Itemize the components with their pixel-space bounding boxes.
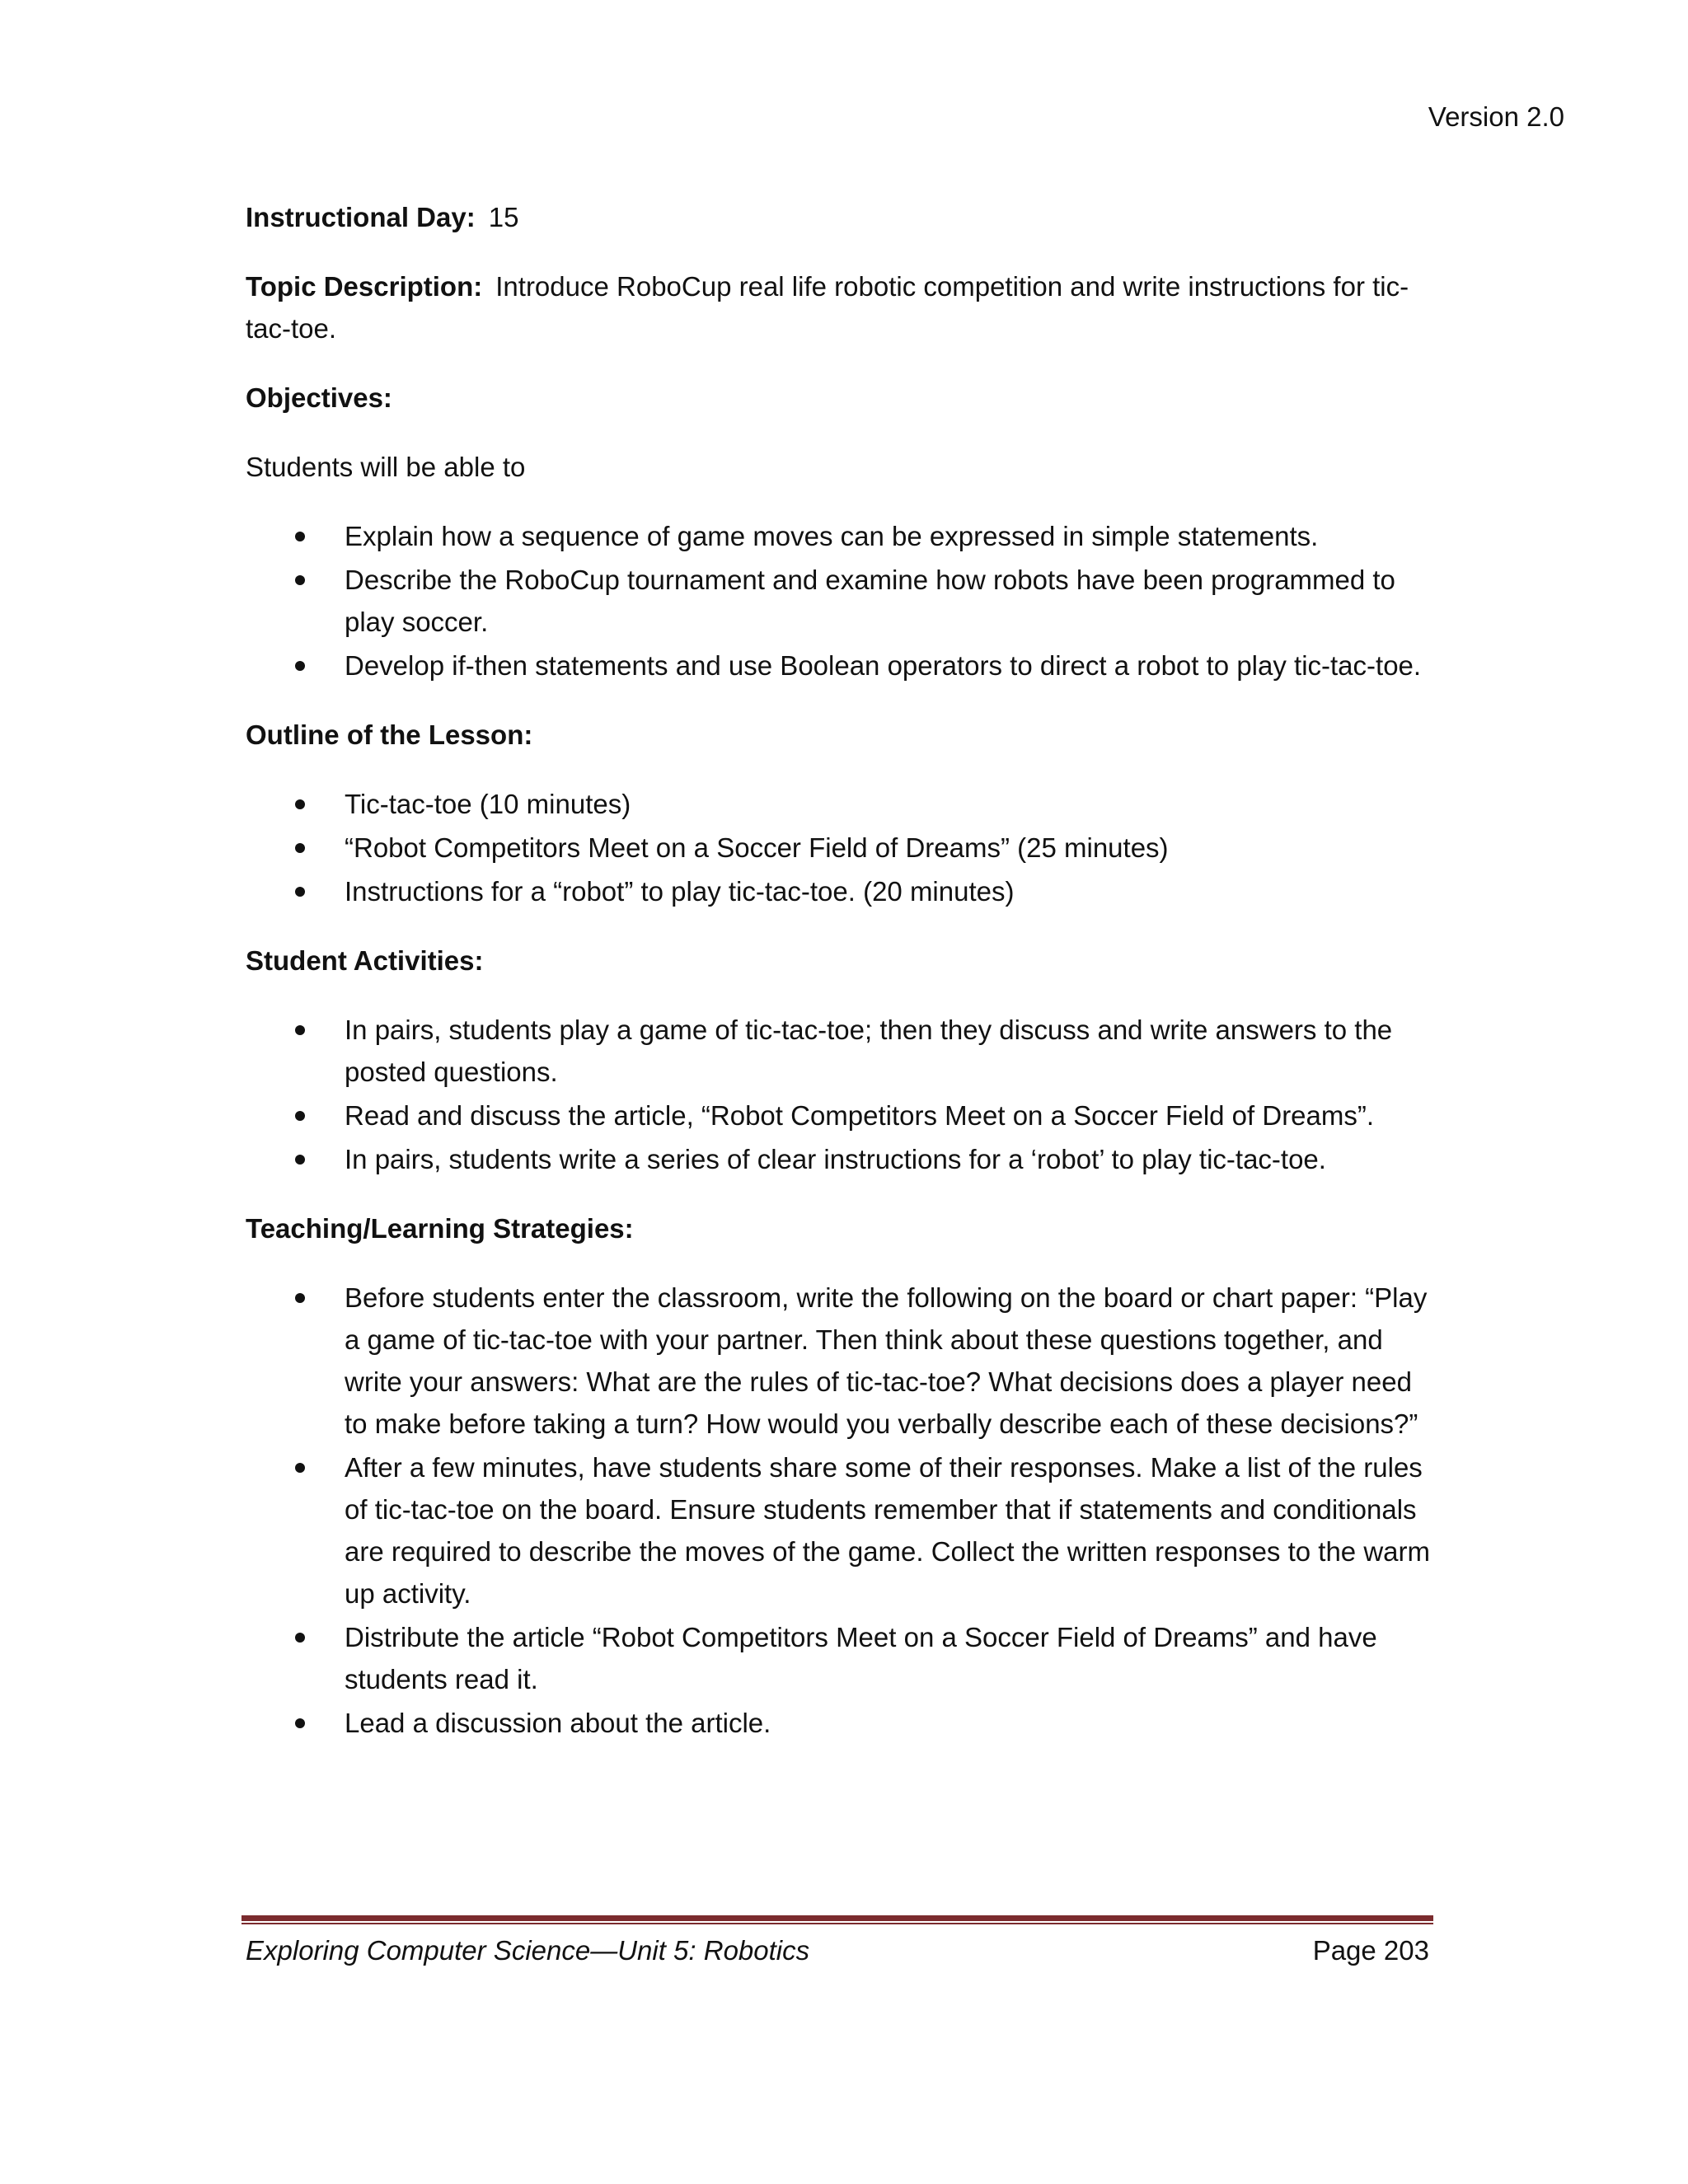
instructional-day-label: Instructional Day:: [246, 202, 476, 232]
outline-list: [246, 783, 1432, 912]
list-item-text: Tic-tac-toe (10 minutes): [345, 789, 631, 819]
list-item: [246, 1616, 1432, 1700]
list-item: [246, 783, 1432, 825]
footer-divider-thick-line: [241, 1915, 1433, 1921]
list-item-text: Before students enter the classroom, write the following on the board or chart paper: “Play a game of tic-tac-toe with your partner. Then think about these questions together, and write your answers: What are the rules of tic-tac-toe? What decisions does a player need to make before taking a turn? How would you verbally describe each of these decisions?”: [345, 1282, 1428, 1439]
page-footer: [246, 1933, 1429, 1968]
list-item-text: Read and discuss the article, “Robot Competitors Meet on a Soccer Field of Dreams”.: [345, 1100, 1375, 1131]
bullet-icon: [295, 843, 305, 853]
strategies-list: [246, 1277, 1432, 1744]
lesson-content: [246, 196, 1432, 1771]
bullet-icon: [295, 1025, 305, 1035]
objectives-intro: Students will be able to: [246, 452, 526, 482]
page-number: Page 203: [1312, 1935, 1429, 1966]
list-item: [246, 644, 1432, 687]
bullet-icon: [295, 575, 305, 585]
version-label: Version 2.0: [1428, 101, 1564, 132]
list-item: [246, 1009, 1432, 1093]
list-item-text: “Robot Competitors Meet on a Soccer Field of Dreams” (25 minutes): [345, 832, 1169, 863]
list-item: [246, 1277, 1432, 1445]
footer-title: Exploring Computer Science—Unit 5: Robotics: [246, 1935, 810, 1966]
list-item-text: Distribute the article “Robot Competitors Meet on a Soccer Field of Dreams” and have students read it.: [345, 1622, 1377, 1694]
list-item: [246, 1094, 1432, 1137]
list-item-text: Describe the RoboCup tournament and examine how robots have been programmed to play soccer.: [345, 565, 1395, 637]
student-activities-heading: Student Activities:: [246, 945, 484, 976]
list-item-text: Instructions for a “robot” to play tic-tac-toe. (20 minutes): [345, 876, 1015, 907]
bullet-icon: [295, 532, 305, 541]
footer-divider-thin-line: [241, 1923, 1433, 1924]
topic-description-row: [246, 265, 1432, 349]
bullet-icon: [295, 1633, 305, 1643]
list-item-text: Explain how a sequence of game moves can be expressed in simple statements.: [345, 521, 1319, 551]
outline-heading: Outline of the Lesson:: [246, 719, 533, 750]
topic-description-value: Introduce RoboCup real life robotic competition and write instructions for tic-tac-toe.: [246, 271, 1409, 344]
list-item-text: Lead a discussion about the article.: [345, 1708, 771, 1738]
bullet-icon: [295, 1293, 305, 1303]
instructional-day-value: 15: [488, 202, 519, 232]
bullet-icon: [295, 887, 305, 897]
objectives-list: [246, 515, 1432, 687]
list-item: [246, 515, 1432, 557]
list-item: [246, 559, 1432, 643]
student-activities-list: [246, 1009, 1432, 1180]
list-item-text: In pairs, students play a game of tic-tac-toe; then they discuss and write answers to the posted questions.: [345, 1015, 1393, 1087]
list-item: [246, 870, 1432, 912]
strategies-heading: Teaching/Learning Strategies:: [246, 1213, 634, 1244]
topic-description-label: Topic Description:: [246, 271, 483, 302]
bullet-icon: [295, 1155, 305, 1165]
list-item: [246, 1138, 1432, 1180]
bullet-icon: [295, 1111, 305, 1121]
list-item: [246, 1446, 1432, 1615]
list-item-text: In pairs, students write a series of clear instructions for a ‘robot’ to play tic-tac-toe.: [345, 1144, 1326, 1174]
footer-divider: [241, 1915, 1433, 1924]
list-item: [246, 827, 1432, 869]
bullet-icon: [295, 799, 305, 809]
instructional-day-row: [246, 196, 1432, 238]
list-item-text: Develop if-then statements and use Boolean operators to direct a robot to play tic-tac-toe.: [345, 650, 1422, 681]
bullet-icon: [295, 661, 305, 671]
objectives-heading: Objectives:: [246, 382, 392, 413]
bullet-icon: [295, 1718, 305, 1728]
list-item: [246, 1702, 1432, 1744]
list-item-text: After a few minutes, have students share some of their responses. Make a list of the rules of tic-tac-toe on the board. Ensure students remember that if statements and conditionals are required to describe the moves of the game. Collect the written responses to the warm up activity.: [345, 1452, 1430, 1609]
bullet-icon: [295, 1463, 305, 1473]
